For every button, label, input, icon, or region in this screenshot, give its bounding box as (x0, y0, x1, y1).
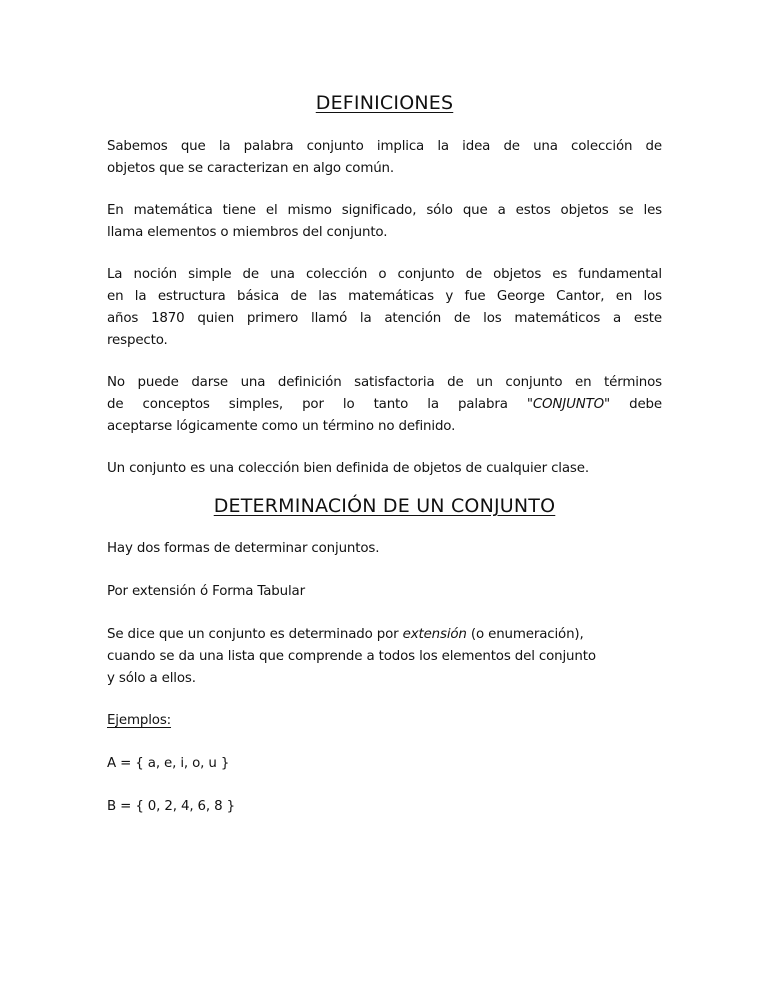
paragraph-3 (107, 264, 662, 352)
paragraph-1 (107, 136, 662, 180)
paragraph-line: aceptarse lógicamente como un término no definido. (107, 419, 456, 434)
paragraph-line: años 1870 quien primero llamó la atención de los matemáticos a este (107, 311, 662, 326)
paragraph-5 (107, 458, 662, 480)
paragraph-line: objetos que se caracterizan en algo común. (107, 161, 394, 176)
intro-paragraph: Hay dos formas de determinar conjuntos. (107, 541, 380, 556)
emphasized-term: extensión (402, 627, 467, 642)
example-a: A = { a, e, i, o, u } (107, 756, 230, 771)
paragraph-line: cuando se da una lista que comprende a todos los elementos del conjunto (107, 649, 596, 664)
text-span: (o enumeración), (466, 627, 584, 642)
paragraph-line: La noción simple de una colección o conjunto de objetos es fundamental (107, 267, 662, 282)
paragraph-line: En matemática tiene el mismo significado, sólo que a estos objetos se les (107, 203, 662, 218)
text-span: " debe (604, 397, 662, 412)
examples-label: Ejemplos: (107, 713, 172, 728)
paragraph-line: respecto. (107, 333, 168, 348)
paragraph-4 (107, 372, 662, 438)
paragraph-line (107, 394, 662, 416)
paragraph-line: Sabemos que la palabra conjunto implica la idea de una colección de (107, 139, 662, 154)
paragraph-line: No puede darse una definición satisfactoria de un conjunto en términos (107, 375, 662, 390)
paragraph-line: en la estructura básica de las matemáticas y fue George Cantor, en los (107, 289, 662, 304)
paragraph-line: y sólo a ellos. (107, 671, 196, 686)
paragraph-line (107, 624, 662, 646)
section-title-determinacion: DETERMINACIÓN DE UN CONJUNTO (213, 495, 556, 517)
example-b: B = { 0, 2, 4, 6, 8 } (107, 799, 235, 814)
section-title-definiciones: DEFINICIONES (315, 92, 454, 114)
subheading: Por extensión ó Forma Tabular (107, 584, 305, 599)
text-span: de conceptos simples, por lo tanto la palabra " (107, 397, 533, 412)
paragraph-line: Un conjunto es una colección bien definida de objetos de cualquier clase. (107, 461, 589, 476)
emphasized-term: CONJUNTO (532, 397, 605, 412)
definition-paragraph (107, 624, 662, 690)
text-span: Se dice que un conjunto es determinado por (107, 627, 403, 642)
paragraph-2 (107, 200, 662, 244)
paragraph-line: llama elementos o miembros del conjunto. (107, 225, 388, 240)
